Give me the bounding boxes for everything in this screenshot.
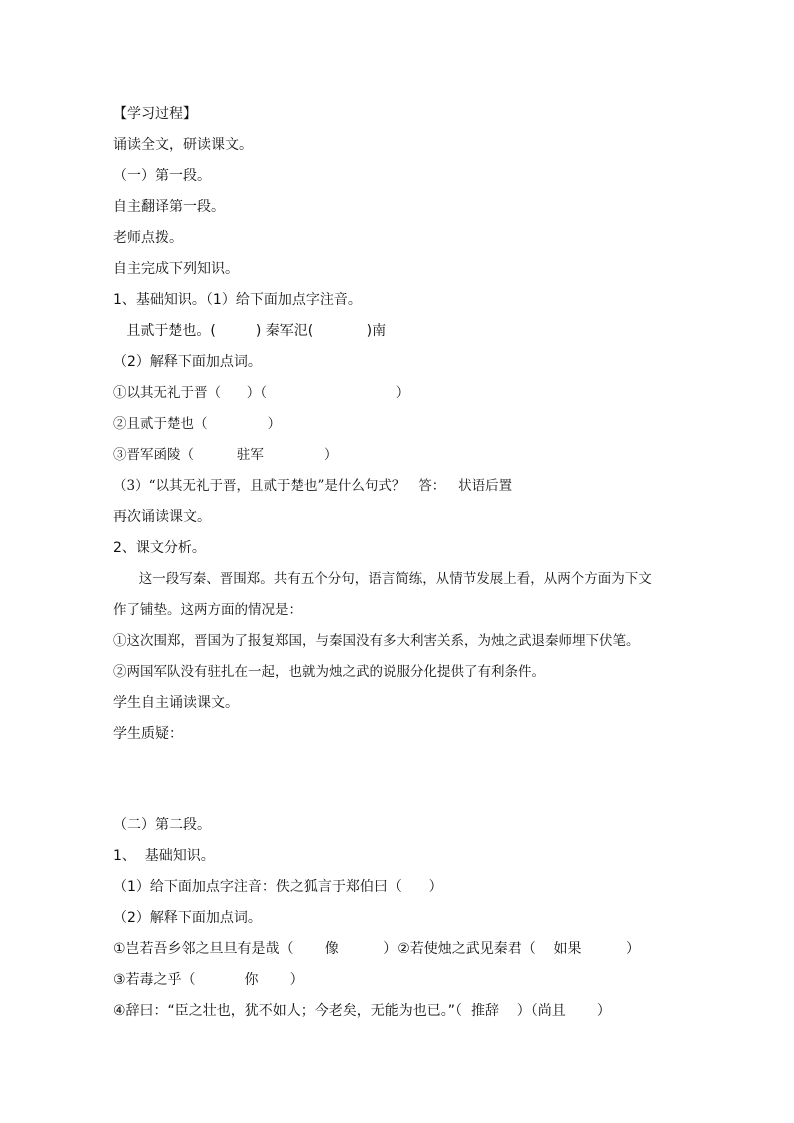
explain-item-1: ①以其无礼于晋（ ）（ ）	[113, 385, 410, 401]
question-explain-words: （2）解释下面加点词。	[113, 354, 262, 370]
text-line: 诵读全文，研读课文。	[113, 137, 253, 153]
analysis-paragraph-line-2: 作了铺垫。这两方面的情况是：	[113, 602, 302, 618]
question-explain-words-2: （2）解释下面加点词。	[113, 910, 262, 926]
text-line: 老师点拨。	[113, 230, 183, 246]
question-text-analysis: 2、课文分析。	[113, 540, 206, 556]
explain-item-2-3: ③若毒之乎（ 你 ）	[113, 972, 304, 988]
explain-item-2-4: ④辞曰：“臣之壮也，犹不如人；今老矣，无能为也已。”（ 推辞 ）（尚且 ）	[113, 1003, 611, 1019]
explain-item-2-1: ①岂若吾乡邻之旦旦有是哉（ 像 ）②若使烛之武见秦君（ 如果 ）	[113, 941, 641, 957]
analysis-point-2: ②两国军队没有驻扎在一起，也就为烛之武的说服分化提供了有利条件。	[113, 664, 545, 680]
section-heading-learning-process: 【学习过程】	[113, 106, 197, 122]
text-line: 自主完成下列知识。	[113, 261, 239, 277]
text-line: 学生自主诵读课文。	[113, 695, 239, 711]
student-questions-label: 学生质疑：	[113, 726, 183, 742]
question-basic-knowledge-2: 1、 基础知识。	[113, 848, 215, 864]
explain-item-2: ②且贰于楚也（ ）	[113, 416, 282, 432]
text-line: 再次诵读课文。	[113, 509, 211, 525]
pronunciation-blanks: 且贰于楚也。( ) 秦军氾( )南	[113, 323, 387, 339]
analysis-paragraph-line-1: 这一段写秦、晋围郑。共有五个分句，语言简练，从情节发展上看，从两个方面为下文	[113, 571, 652, 587]
subsection-heading-part-one: （一）第一段。	[113, 168, 211, 184]
question-sentence-pattern: （3）“以其无礼于晋，且贰于楚也”是什么句式？ 答： 状语后置	[113, 478, 513, 494]
explain-item-3: ③晋军函陵（ 驻军 ）	[113, 447, 338, 463]
subsection-heading-part-two: （二）第二段。	[113, 817, 211, 833]
pronunciation-question-2: （1）给下面加点字注音：佚之狐言于郑伯曰（ ）	[113, 879, 443, 895]
analysis-point-1: ①这次围郑，晋国为了报复郑国，与秦国没有多大利害关系，为烛之武退秦师埋下伏笔。	[113, 633, 640, 649]
text-line: 自主翻译第一段。	[113, 199, 225, 215]
question-basic-knowledge: 1、基础知识。（1）给下面加点字注音。	[113, 292, 362, 308]
